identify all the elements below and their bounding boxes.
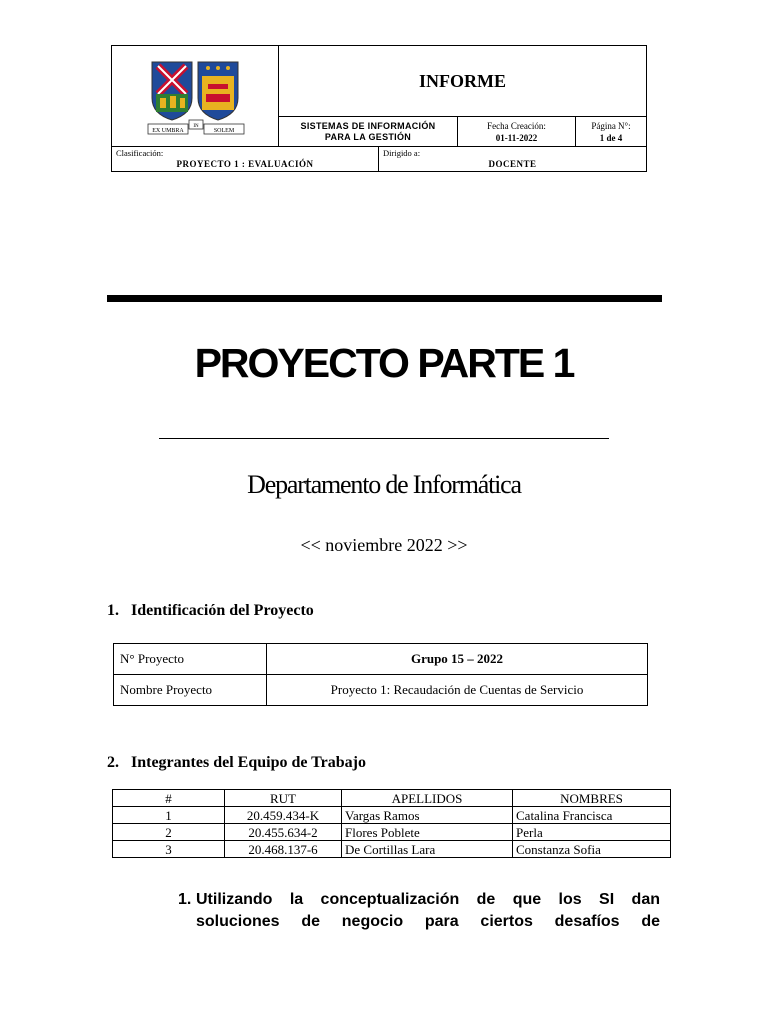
table-cell: 1: [113, 807, 225, 824]
project-identification-table: [113, 643, 648, 706]
addressed-to-value: DOCENTE: [488, 159, 537, 169]
section-number: 1.: [107, 602, 119, 619]
column-header: APELLIDOS: [342, 790, 513, 807]
logo-motto-left: EX UMBRA: [152, 128, 184, 134]
thick-divider: [107, 295, 662, 302]
subject-cell: [279, 117, 458, 146]
question-line1: Utilizando la conceptualización de que los SI dan: [196, 891, 660, 908]
header-title-cell: [279, 46, 646, 117]
table-row: [113, 824, 671, 841]
section-heading-identification: [107, 602, 314, 620]
logo-motto-mid: IN: [193, 124, 199, 129]
table-header-row: [113, 790, 671, 807]
table-row: [113, 841, 671, 858]
table-cell-key: Nombre Proyecto: [114, 675, 267, 706]
table-cell: 20.468.137-6: [225, 841, 342, 858]
table-cell: 3: [113, 841, 225, 858]
table-cell: 20.459.434-K: [225, 807, 342, 824]
page-number-label: Página N°:: [591, 121, 631, 131]
section-heading-team: [107, 754, 366, 772]
table-row: [114, 644, 648, 675]
page-number-value: 1 de 4: [599, 133, 623, 143]
page-number-cell: [576, 117, 646, 146]
table-cell-key: N° Proyecto: [114, 644, 267, 675]
column-header: NOMBRES: [513, 790, 671, 807]
logo-cell: [112, 46, 279, 146]
subject-line1: SISTEMAS DE INFORMACIÓN: [300, 120, 436, 131]
university-crest-icon: [146, 58, 246, 138]
table-cell: Flores Poblete: [342, 824, 513, 841]
table-cell: Vargas Ramos: [342, 807, 513, 824]
classification-label: Clasificación:: [116, 148, 164, 158]
thin-divider: [159, 438, 609, 439]
table-row: [113, 807, 671, 824]
logo-motto-right: SOLEM: [213, 128, 235, 134]
department-name: Departamento de Informática: [247, 470, 521, 499]
creation-date-cell: [458, 117, 576, 146]
table-row: [114, 675, 648, 706]
table-cell: Constanza Sofia: [513, 841, 671, 858]
section-title: Integrantes del Equipo de Trabajo: [131, 754, 366, 771]
column-header: #: [113, 790, 225, 807]
classification-value: PROYECTO 1 : EVALUACIÓN: [176, 159, 314, 169]
team-members-table: [112, 789, 671, 858]
question-paragraph: [178, 889, 660, 933]
creation-date-label: Fecha Creación:: [487, 121, 546, 131]
section-number: 2.: [107, 754, 119, 771]
table-cell-value: Proyecto 1: Recaudación de Cuentas de Servicio: [267, 675, 648, 706]
table-cell: Perla: [513, 824, 671, 841]
section-title: Identificación del Proyecto: [131, 602, 314, 619]
addressed-to-cell: [379, 147, 646, 171]
header-classification-row: [112, 146, 646, 171]
addressed-to-label: Dirigido a:: [383, 148, 421, 158]
question-line2: soluciones de negocio para ciertos desafíos de: [196, 913, 660, 930]
column-header: RUT: [225, 790, 342, 807]
header-meta-row: [279, 117, 646, 146]
table-cell: De Cortillas Lara: [342, 841, 513, 858]
document-date: << noviembre 2022 >>: [300, 535, 468, 555]
table-cell: 2: [113, 824, 225, 841]
header-title: INFORME: [419, 70, 506, 91]
table-cell-value: Grupo 15 – 2022: [267, 644, 648, 675]
document-header: [111, 45, 647, 172]
question-number: 1.: [178, 891, 192, 908]
subject-line2: PARA LA GESTIÓN: [324, 131, 412, 142]
creation-date-value: 01-11-2022: [495, 133, 538, 143]
classification-cell: [112, 147, 379, 171]
table-cell: Catalina Francisca: [513, 807, 671, 824]
table-cell: 20.455.634-2: [225, 824, 342, 841]
page-title: PROYECTO PARTE 1: [194, 340, 574, 386]
